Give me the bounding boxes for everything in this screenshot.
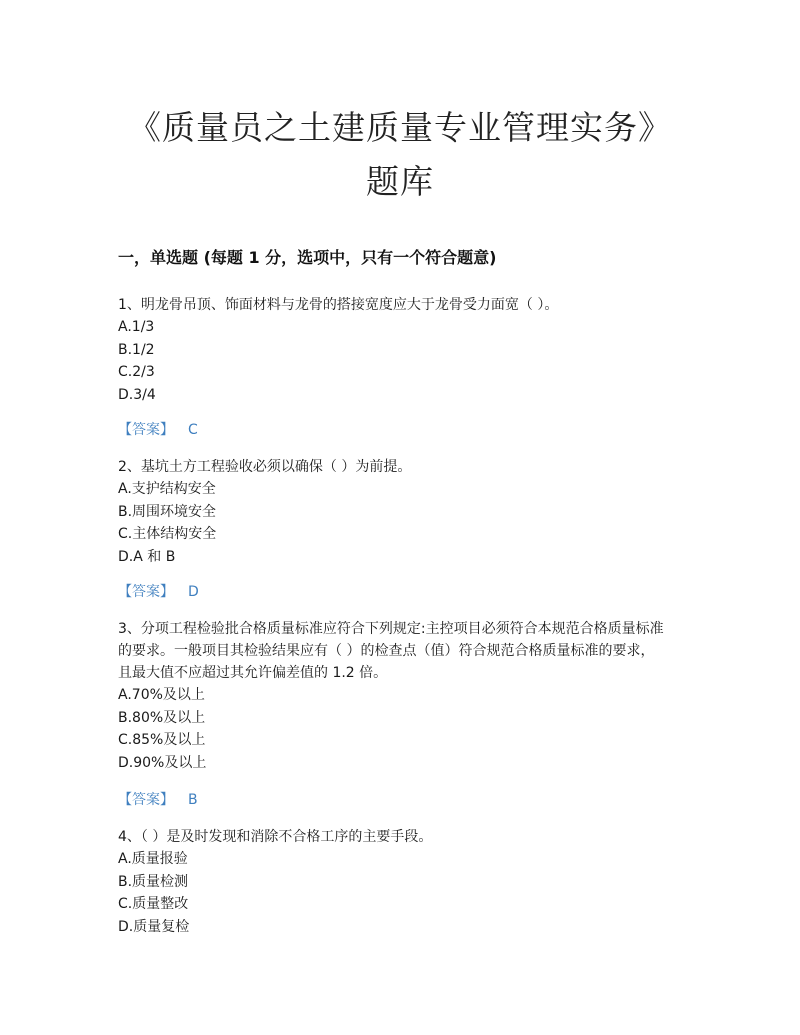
option-d: D.质量复检 <box>118 918 190 935</box>
answer-3 <box>118 789 198 811</box>
answer-label: 【答案】 <box>118 422 174 438</box>
option-d: D.A 和 B <box>118 548 176 565</box>
question-stem: 1、明龙骨吊顶、饰面材料与龙骨的搭接宽度应大于龙骨受力面宽（ ）。 <box>118 297 559 313</box>
option-c: C.85%及以上 <box>118 732 206 748</box>
option-c: C.主体结构安全 <box>118 526 217 542</box>
answer-value: B <box>188 792 198 808</box>
option-a: A.70%及以上 <box>118 687 205 703</box>
question-4 <box>118 826 688 938</box>
option-d: D.3/4 <box>118 386 156 403</box>
question-stem-line-1: 3、分项工程检验批合格质量标准应符合下列规定:主控项目必须符合本规范合格质量标准 <box>118 621 664 637</box>
option-b: B.1/2 <box>118 341 155 358</box>
question-3 <box>118 618 688 774</box>
answer-1 <box>118 419 198 441</box>
option-b: B.80%及以上 <box>118 709 206 726</box>
question-1 <box>118 294 688 406</box>
option-a: A.支护结构安全 <box>118 481 216 497</box>
answer-label: 【答案】 <box>118 792 174 808</box>
option-d: D.90%及以上 <box>118 754 207 771</box>
option-c: C.2/3 <box>118 364 155 380</box>
option-a: A.质量报验 <box>118 851 188 867</box>
option-c: C.质量整改 <box>118 896 189 912</box>
question-stem-line-3: 且最大值不应超过其允许偏差值的 1.2 倍。 <box>118 665 388 681</box>
answer-2 <box>118 581 199 603</box>
question-stem: 2、基坑土方工程验收必须以确保（ ）为前提。 <box>118 459 412 475</box>
answer-label: 【答案】 <box>118 584 174 600</box>
section-heading: 一，单选题 (每题 1 分，选项中，只有一个符合题意) <box>118 248 497 267</box>
document-title-line1: 《质量员之土建质量专业管理实务》 <box>128 108 672 147</box>
question-2 <box>118 456 688 568</box>
question-stem: 4、（ ）是及时发现和消除不合格工序的主要手段。 <box>118 829 433 845</box>
option-a: A.1/3 <box>118 319 155 335</box>
question-stem-line-2: 的要求。一般项目其检验结果应有（ ）的检查点（值）符合规范合格质量标准的要求， <box>118 643 655 659</box>
option-b: B.质量检测 <box>118 873 189 890</box>
document-title-line2: 题库 <box>366 162 434 201</box>
answer-value: D <box>188 584 199 600</box>
answer-value: C <box>188 422 198 438</box>
option-b: B.周围环境安全 <box>118 503 217 520</box>
